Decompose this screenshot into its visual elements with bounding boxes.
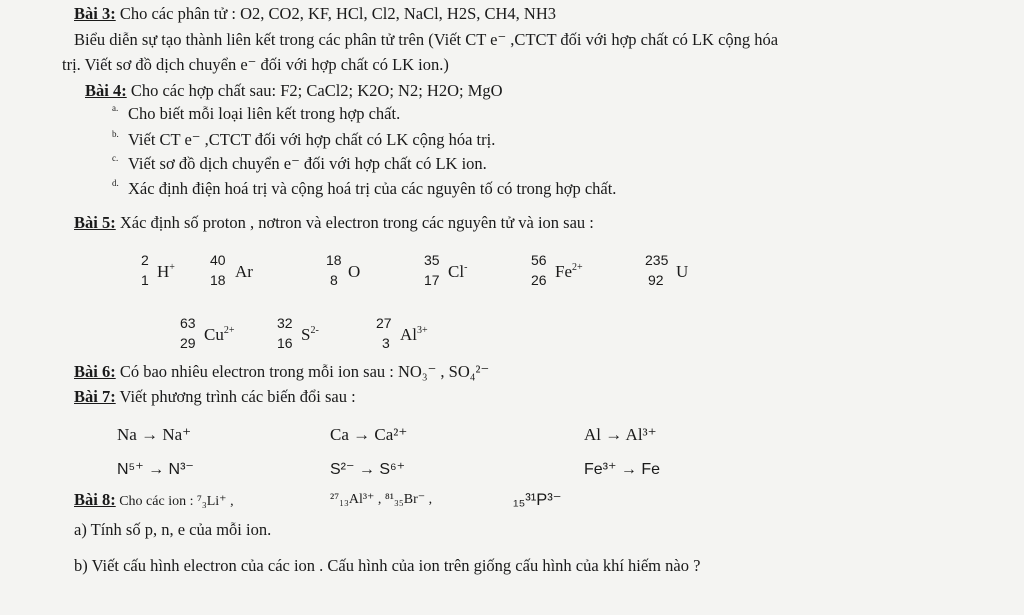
eq-al: Al → Al³⁺ (584, 425, 657, 444)
bai8-text: Cho các ion : ⁷₃Li⁺ , (115, 494, 234, 509)
eq-n: N⁵⁺ → N³⁻ (117, 461, 194, 478)
bai4-item-d: Xác định điện hoá trị và cộng hoá trị của các nguyên tố có trong hợp chất. (128, 179, 617, 198)
bai7-title-line (74, 387, 356, 407)
bai4-item-a: Cho biết mỗi loại liên kết trong hợp chất. (128, 104, 401, 123)
bai8-ion3: ₁₅³¹P³⁻ (513, 491, 562, 509)
bai3-text: Cho các phân tử : O2, CO2, KF, HCl, Cl2, NaCl, H2S, CH4, NH3 (115, 4, 557, 23)
bai3-label: Bài 3: (74, 4, 116, 23)
bai4-item-c: Viết sơ đồ dịch chuyển e⁻ đối với hợp chất có LK ion. (128, 154, 487, 173)
bai7-text: Viết phương trình các biến đổi sau : (115, 387, 356, 406)
bai6-text: Có bao nhiêu electron trong mỗi ion sau : NO₃⁻ , SO₄²⁻ (115, 362, 490, 381)
bai4-item-a-marker: a. (112, 103, 119, 113)
bai5-text: Xác định số proton , nơtron và electron trong các nguyên tử và ion sau : (115, 213, 594, 232)
eq-fe: Fe³⁺ → Fe (584, 461, 661, 478)
eq-na: Na → Na⁺ (117, 425, 192, 444)
bai8-title-line (74, 490, 234, 512)
bai8-label: Bài 8: (74, 490, 116, 509)
bai5-label: Bài 5: (74, 213, 116, 232)
bai8-b: b) Viết cấu hình electron của các ion . Cấu hình của ion trên giống cấu hình của khí hiếm nào ? (74, 556, 701, 575)
bai4-item-d-marker: d. (112, 178, 119, 188)
bai6-line (74, 362, 489, 382)
bai8-ion2: ²⁷₁₃Al³⁺ , ⁸¹₃₅Br⁻ , (330, 492, 433, 507)
bai8-a: a) Tính số p, n, e của mỗi ion. (74, 520, 272, 539)
bai3-title-line (74, 4, 556, 24)
eq-ca: Ca → Ca²⁺ (330, 425, 408, 444)
bai4-label: Bài 4: (85, 81, 127, 100)
bai7-label: Bài 7: (74, 387, 116, 406)
bai4-title-line (85, 81, 503, 101)
bai4-item-b: Viết CT e⁻ ,CTCT đối với hợp chất có LK cộng hóa trị. (128, 130, 496, 149)
bai3-line3: trị. Viết sơ đồ dịch chuyển e⁻ đối với hợp chất có LK ion.) (62, 55, 449, 74)
eq-s: S²⁻ → S⁶⁺ (330, 461, 406, 478)
bai4-item-b-marker: b. (112, 129, 119, 139)
bai4-text: Cho các hợp chất sau: F2; CaCl2; K2O; N2; H2O; MgO (126, 81, 503, 100)
bai3-line2: Biểu diễn sự tạo thành liên kết trong các phân tử trên (Viết CT e⁻ ,CTCT đối với hợp chất có LK cộng hóa (74, 30, 779, 49)
bai5-title-line (74, 213, 594, 233)
bai6-label: Bài 6: (74, 362, 116, 381)
bai4-item-c-marker: c. (112, 153, 119, 163)
